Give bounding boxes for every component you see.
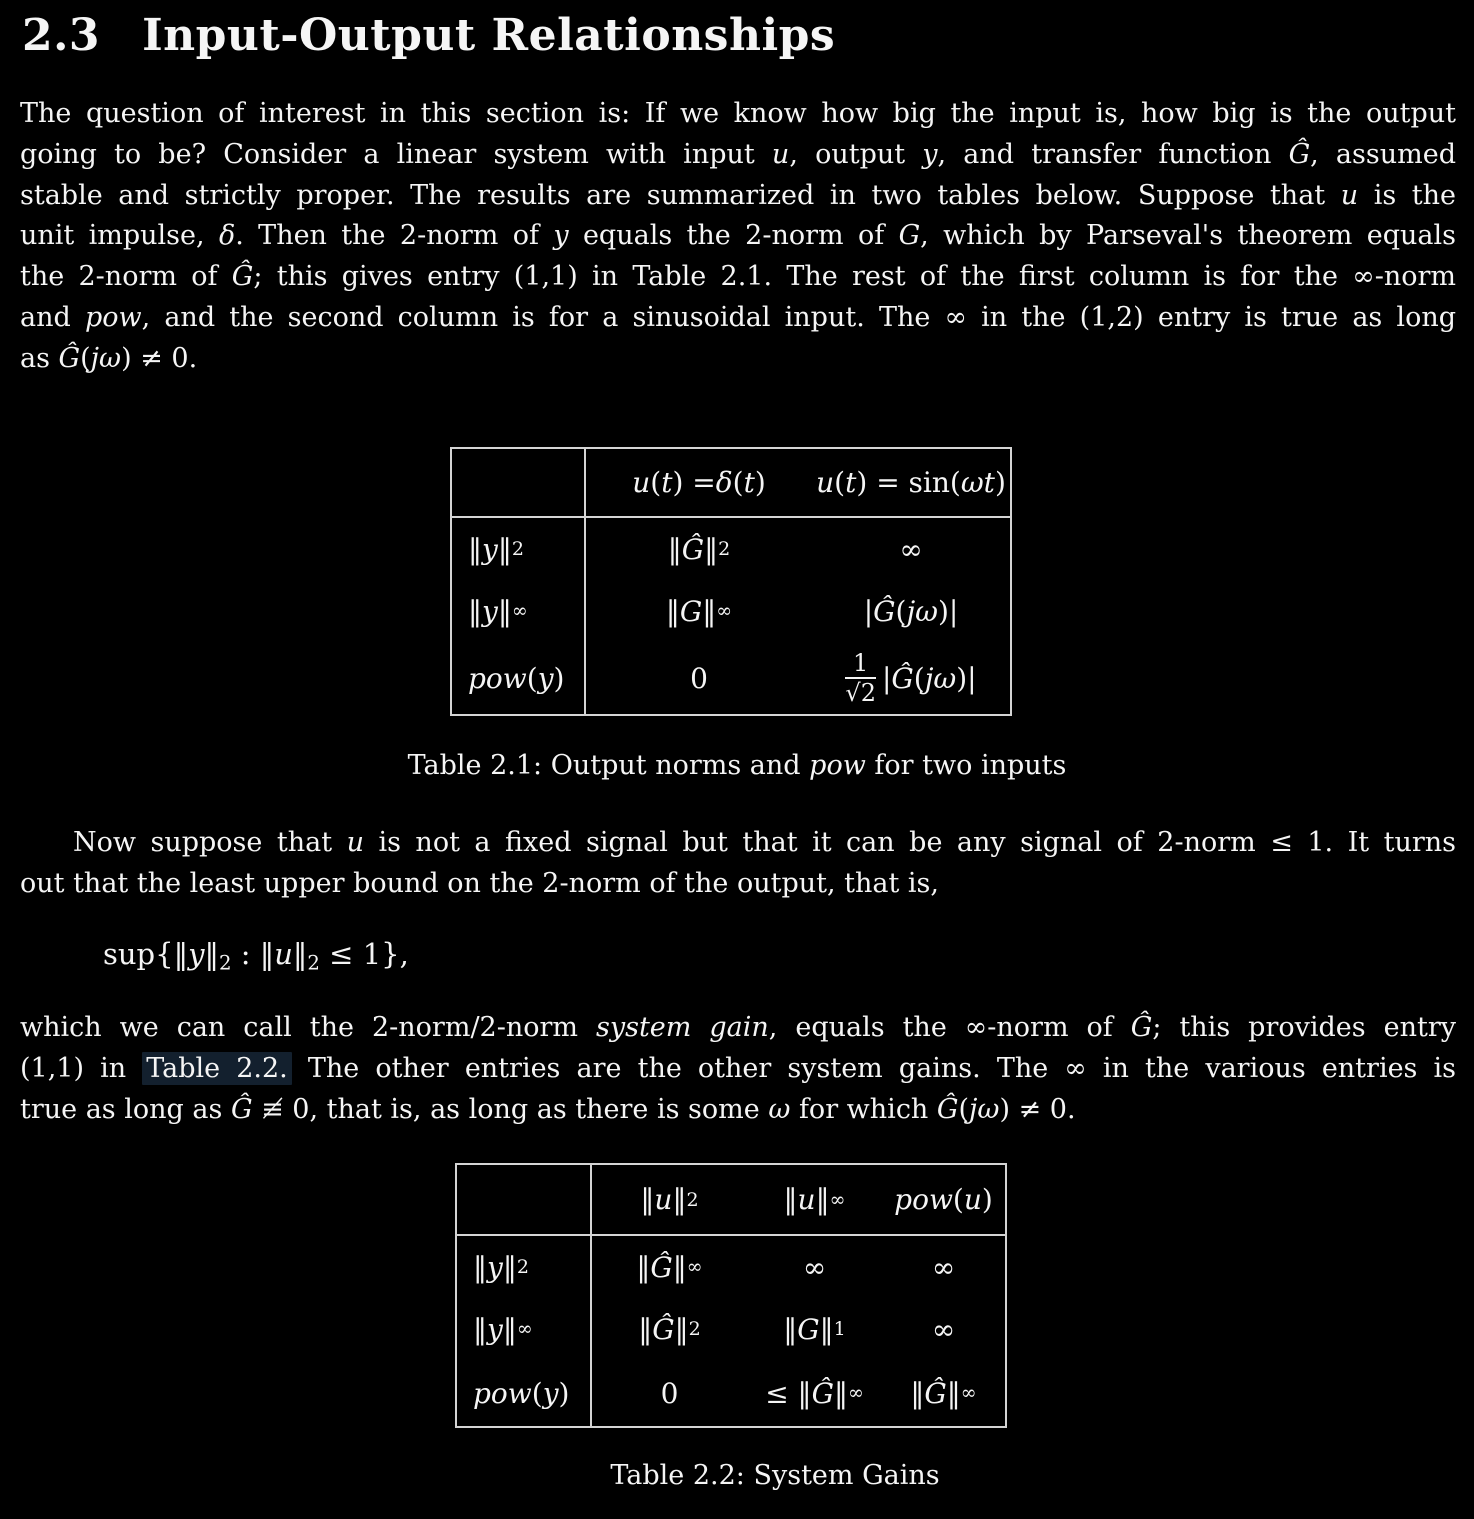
table-col-header: ‖ u ‖ 2	[592, 1165, 747, 1236]
fraction	[845, 650, 876, 706]
text-line: unit impulse, δ. Then the 2-norm of y equals the 2-norm of G, which by Parseval's theorem equals	[20, 220, 1456, 252]
section-heading	[22, 10, 835, 61]
table-col-header: u ( t ) = δ ( t )	[586, 449, 812, 518]
table-2-2-link[interactable]: Table 2.2.	[142, 1052, 292, 1085]
table-cell-empty	[452, 449, 586, 518]
fraction-rest: |Ĝ(jω)|	[881, 661, 977, 695]
table-2-1	[450, 447, 1012, 716]
table-cell: | Ĝ ( jω )|	[863, 594, 959, 628]
paragraph-1	[20, 94, 1456, 380]
table-cell: ‖ Ĝ ‖ ∞	[910, 1376, 977, 1410]
table-cell: ‖ Ĝ ‖ ∞	[636, 1250, 703, 1284]
section-title: Input-Output Relationships	[142, 10, 836, 61]
table-cell: ‖ Ĝ ‖ 2	[667, 532, 731, 566]
table-cell: ∞	[899, 532, 923, 566]
text-line: The question of interest in this section is: If we know how big the input is, how big is the output	[20, 98, 1456, 129]
text-line: out that the least upper bound on the 2-norm of the output, that is,	[20, 867, 939, 899]
text-line: the 2-norm of Ĝ; this gives entry (1,1) in Table 2.1. The rest of the first column is for the ∞-norm	[20, 261, 1457, 293]
table-cell: ∞	[931, 1312, 956, 1346]
table-cell: ∞	[802, 1250, 827, 1284]
text-line: stable and strictly proper. The results are summarized in two tables below. Suppose that u is the	[20, 179, 1457, 211]
table-col-header: u ( t ) = sin( ωt )	[812, 449, 1010, 518]
table-row-label: ‖ y ‖ ∞	[457, 1298, 592, 1360]
fraction-numerator: 1	[853, 649, 869, 678]
table-row-label: ‖ y ‖ 2	[452, 518, 586, 580]
table-row-label: pow ( y )	[452, 642, 586, 714]
table-cell: 0	[690, 661, 708, 695]
table-cell-empty	[457, 1165, 592, 1236]
table-cell: ∞	[931, 1250, 956, 1284]
section-number: 2.3	[22, 10, 101, 61]
text-line: as Ĝ(jω) ≠ 0.	[20, 342, 198, 374]
table-col-header: ‖ u ‖ ∞	[747, 1165, 882, 1236]
table-cell: ‖ G ‖ ∞	[665, 594, 733, 628]
table-row-label: ‖ y ‖ 2	[457, 1236, 592, 1298]
table-col-header: pow ( u )	[882, 1165, 1005, 1236]
table-cell: ‖ Ĝ ‖ 2	[638, 1312, 701, 1346]
table-cell: ≤ ‖ Ĝ ‖ ∞	[765, 1376, 864, 1410]
text-line: (1,1) in Table 2.2. The other entries are the other system gains. The ∞ in the various entries is	[20, 1052, 1456, 1084]
paragraph-3	[20, 1008, 1456, 1130]
fraction-denominator: √2	[845, 678, 876, 707]
table-cell: ‖ G ‖ 1	[783, 1312, 846, 1346]
table-row-label: pow ( y )	[457, 1360, 592, 1426]
text-line: true as long as Ĝ ≢ 0, that is, as long as there is some ω for which Ĝ(jω) ≠ 0.	[20, 1093, 1076, 1125]
text-line: and pow, and the second column is for a sinusoidal input. The ∞ in the (1,2) entry is true as long	[20, 301, 1456, 333]
table-cell-fraction	[812, 642, 1010, 714]
table-2-2-caption: Table 2.2: System Gains	[610, 1460, 940, 1491]
text-line: which we can call the 2-norm/2-norm system gain, equals the ∞-norm of Ĝ; this provides entry	[20, 1012, 1456, 1043]
paragraph-2	[20, 823, 1456, 905]
text-line: Now suppose that u is not a fixed signal but that it can be any signal of 2-norm ≤ 1. It turns	[73, 827, 1456, 858]
table-cell: 0	[660, 1376, 679, 1410]
table-2-2	[455, 1163, 1007, 1428]
table-2-1-caption: Table 2.1: Output norms and pow for two inputs	[407, 750, 1067, 781]
table-row-label: ‖ y ‖ ∞	[452, 580, 586, 642]
text-line: going to be? Consider a linear system with input u, output y, and transfer function Ĝ, assumed	[20, 138, 1456, 170]
sup-equation: $sup\{‖y‖_2$ : $‖u‖_2 \le 1$},	[103, 937, 409, 975]
